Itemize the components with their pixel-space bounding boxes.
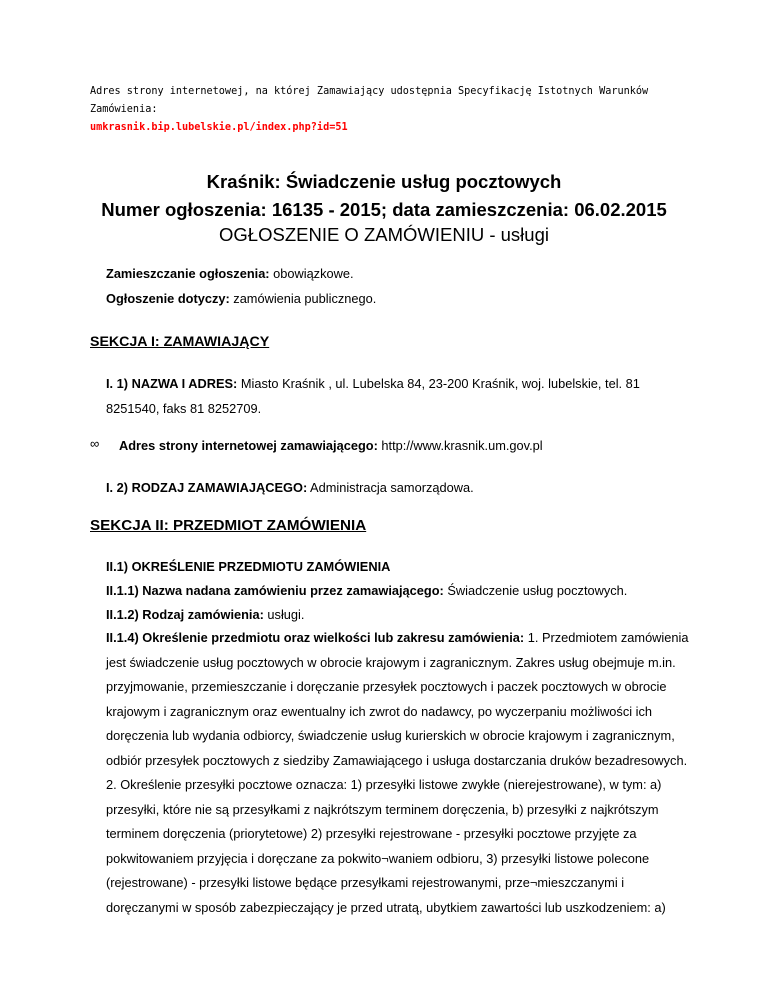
bullet-icon: ∞ bbox=[90, 436, 100, 451]
section1-type-row bbox=[106, 478, 474, 498]
section2-kind-label: II.1.2) Rodzaj zamówienia: bbox=[106, 607, 264, 622]
section1-website-value[interactable]: http://www.krasnik.um.gov.pl bbox=[377, 438, 543, 453]
section2-name-label: II.1.1) Nazwa nadana zamówieniu przez zamawiającego: bbox=[106, 583, 444, 598]
title-line1: Kraśnik: Świadczenie usług pocztowych bbox=[206, 171, 562, 192]
scope-line: terminem doręczenia (priorytetowe) 2) przesyłki rejestrowane - przesyłki pocztowe przyjęte za bbox=[106, 826, 637, 841]
section1-website-label: Adres strony internetowej zamawiającego: bbox=[119, 438, 378, 453]
section1-name-value-line1: Miasto Kraśnik , ul. Lubelska 84, 23-200 Kraśnik, woj. lubelskie, tel. 81 bbox=[237, 376, 640, 391]
scope-line: przyjmowanie, przemieszczanie i doręczanie przesyłek pocztowych i paczek pocztowych w obrocie bbox=[106, 679, 667, 694]
scope-line: pokwitowaniem przyjęcia i doręczane za pokwito¬waniem odbioru, 3) przesyłki listowe polecone bbox=[106, 850, 650, 866]
scope-line: (rejestrowane) - przesyłki listowe będące przesyłkami rejestrowanymi, prze¬mieszczanymi i bbox=[106, 875, 625, 890]
placement-value: obowiązkowe. bbox=[269, 266, 354, 281]
section2-name-row bbox=[106, 581, 627, 601]
placement-row bbox=[106, 264, 354, 284]
siwz-url-link[interactable]: umkrasnik.bip.lubelskie.pl/index.php?id=51 bbox=[90, 122, 348, 133]
section1-name-row bbox=[106, 374, 640, 394]
scope-line: krajowym i zagranicznym oraz ewentualny ich zwrot do nadawcy, po wyczerpaniu możliwości ich bbox=[106, 703, 652, 719]
siwz-url-block bbox=[90, 83, 690, 137]
section2-scope-paragraph bbox=[106, 626, 696, 920]
announcement-title bbox=[0, 167, 768, 248]
scope-line: odbiór przesyłek pocztowych z siedziby Zamawiającego i usługa dostarczania druków bezadresowych. bbox=[106, 752, 688, 768]
section2-subheading: II.1) OKREŚLENIE PRZEDMIOTU ZAMÓWIENIA bbox=[106, 559, 391, 574]
section2-scope-first: 1. Przedmiotem zamówienia bbox=[524, 630, 689, 645]
scope-line bbox=[106, 626, 696, 651]
scope-line: przesyłki, które nie są przesyłkami z najkrótszym terminem doręczenia, b) przesyłki z najkrótszym bbox=[106, 801, 659, 817]
section2-name-value: Świadczenie usług pocztowych. bbox=[443, 583, 628, 598]
section2-scope-label: II.1.4) Określenie przedmiotu oraz wielkości lub zakresu zamówienia: bbox=[106, 630, 525, 645]
section1-name-label: I. 1) NAZWA I ADRES: bbox=[106, 376, 238, 391]
section2-kind-value: usługi. bbox=[263, 607, 305, 622]
url-caption-line2: Zamówienia: bbox=[90, 104, 158, 115]
url-caption-line1: Adres strony internetowej, na której Zamawiający udostępnia Specyfikację Istotnych Warunków bbox=[90, 86, 649, 97]
scope-line: jest świadczenie usług pocztowych w obrocie krajowym i zagranicznym. Zakres usług obejmuje m.in. bbox=[106, 654, 676, 670]
section2-kind-row bbox=[106, 605, 304, 625]
section1-heading: SEKCJA I: ZAMAWIAJĄCY bbox=[90, 334, 270, 350]
section1-type-label: I. 2) RODZAJ ZAMAWIAJĄCEGO: bbox=[106, 480, 308, 495]
title-line3: OGŁOSZENIE O ZAMÓWIENIU - usługi bbox=[219, 224, 549, 245]
concerns-label: Ogłoszenie dotyczy: bbox=[106, 291, 230, 306]
concerns-value: zamówienia publicznego. bbox=[229, 291, 377, 306]
scope-line: doręczenia lub wydania odbiorcy, świadczenie usług kurierskich w obrocie krajowym i zagranicznym, bbox=[106, 728, 675, 743]
section1-type-value: Administracja samorządowa. bbox=[307, 480, 474, 495]
scope-line: 2. Określenie przesyłki pocztowe oznacza: 1) przesyłki listowe zwykłe (nierejestrowane), w tym: a) bbox=[106, 777, 662, 792]
title-line2: Numer ogłoszenia: 16135 - 2015; data zamieszczenia: 06.02.2015 bbox=[101, 199, 667, 220]
section1-website-row bbox=[119, 436, 543, 456]
placement-label: Zamieszczanie ogłoszenia: bbox=[106, 266, 270, 281]
scope-line: doręczanymi w sposób zabezpieczający je przed utratą, ubytkiem zawartości lub uszkodzeniem: a) bbox=[106, 899, 666, 915]
concerns-row bbox=[106, 289, 376, 309]
section2-heading: SEKCJA II: PRZEDMIOT ZAMÓWIENIA bbox=[90, 517, 367, 534]
section1-name-continuation: 8251540, faks 81 8252709. bbox=[106, 401, 262, 416]
